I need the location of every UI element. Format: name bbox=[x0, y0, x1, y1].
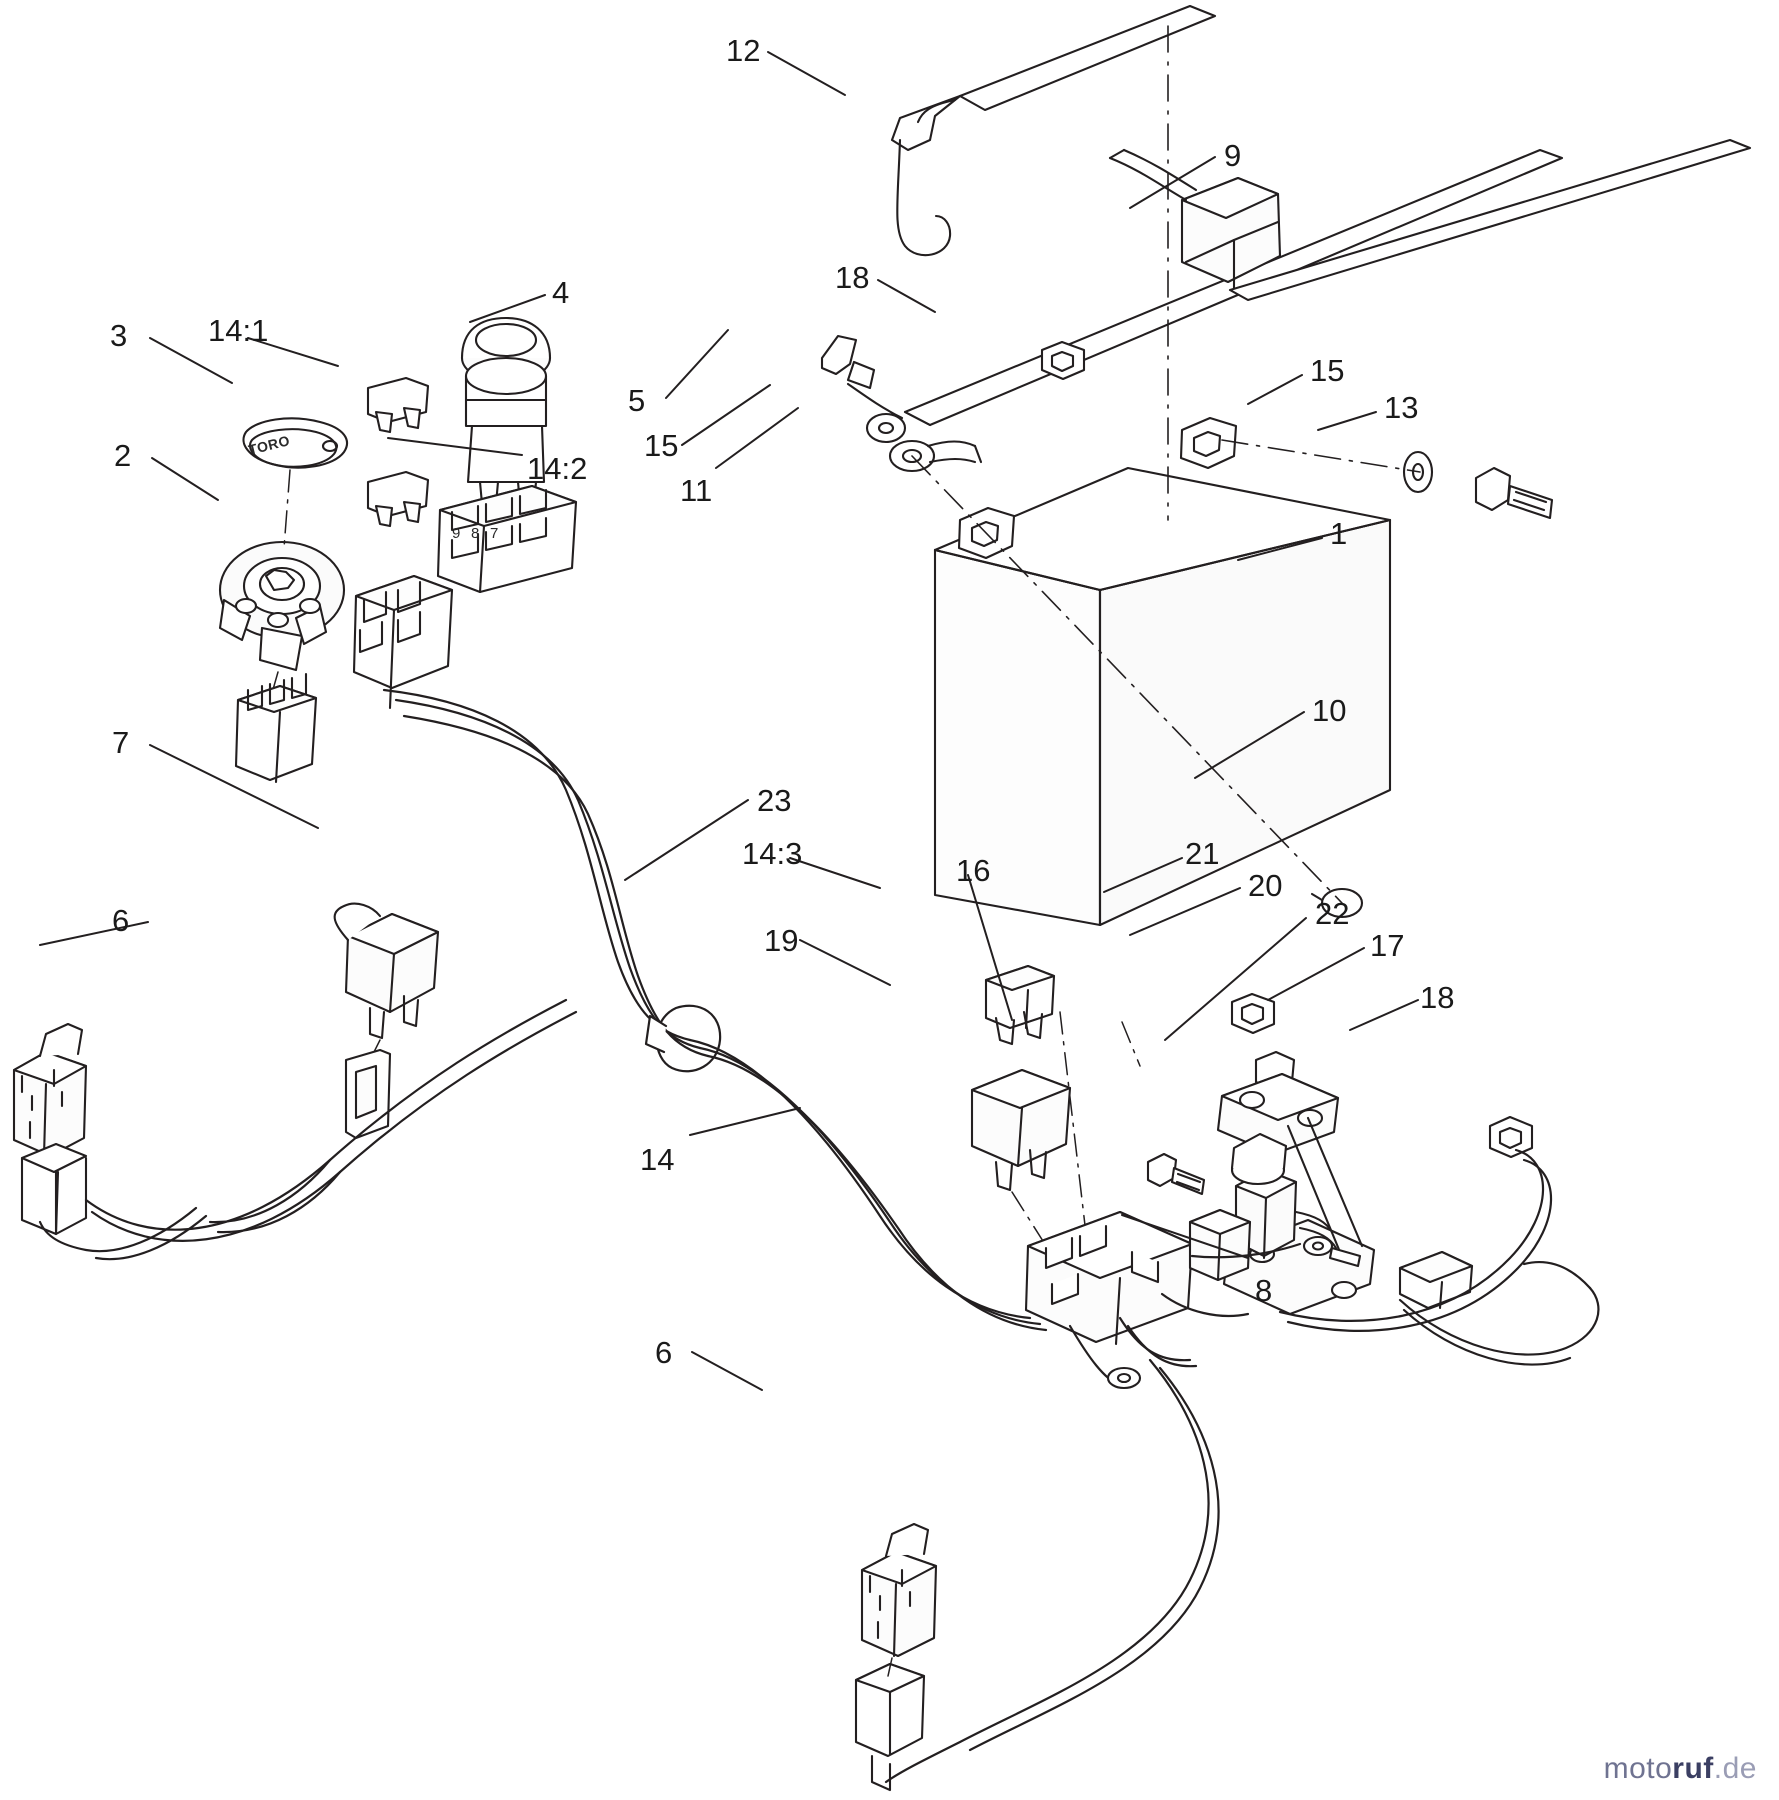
wing-bolt-5 bbox=[822, 336, 902, 418]
callout-20: 20 bbox=[1248, 868, 1283, 903]
screw-16 bbox=[1148, 1154, 1204, 1194]
fuse-14-3 bbox=[986, 966, 1054, 1044]
leader-line-23 bbox=[800, 940, 890, 985]
callout-6: 6 bbox=[655, 1335, 673, 1370]
harness-connector-main bbox=[354, 576, 452, 708]
leader-line-9 bbox=[682, 385, 770, 445]
callout-18: 18 bbox=[835, 260, 870, 295]
leader-line-12 bbox=[716, 408, 798, 468]
callout-19: 19 bbox=[764, 923, 799, 958]
leader-line-7 bbox=[666, 330, 728, 398]
callout-14-1: 14:1 bbox=[208, 313, 269, 348]
toro-badge-text: TORO bbox=[246, 432, 292, 458]
harness-clip-bracket bbox=[346, 1050, 390, 1138]
nut-18-lower bbox=[1490, 1117, 1532, 1157]
leader-line-25 bbox=[1350, 1000, 1418, 1030]
callout-11: 11 bbox=[680, 473, 713, 508]
watermark: motoruf.de bbox=[1603, 1752, 1757, 1785]
ignition-switch-2 bbox=[220, 542, 344, 670]
leader-line-16 bbox=[625, 800, 748, 880]
callout-22: 22 bbox=[1315, 896, 1350, 931]
callout-6: 6 bbox=[112, 903, 130, 938]
callout-9: 9 bbox=[1224, 138, 1242, 173]
pin-number: 8 bbox=[471, 525, 480, 542]
leader-line-26 bbox=[690, 1108, 800, 1135]
relay-7 bbox=[335, 904, 438, 1038]
callout-7: 7 bbox=[112, 725, 130, 760]
wire-harness-14 bbox=[40, 690, 1598, 1782]
washer-15-left bbox=[867, 414, 905, 442]
leader-line-28 bbox=[692, 1352, 762, 1390]
callout-5: 5 bbox=[628, 383, 646, 418]
j-hook-12 bbox=[892, 96, 960, 255]
leader-line-6 bbox=[1248, 375, 1302, 404]
pin-number: 9 bbox=[452, 525, 461, 542]
callout-14: 14 bbox=[640, 1142, 675, 1177]
fuse-block-module-8 bbox=[1026, 1212, 1192, 1344]
switch-6-bottom bbox=[856, 1524, 936, 1790]
leader-line-0 bbox=[768, 52, 845, 95]
pin-number: 7 bbox=[490, 525, 499, 542]
callout-8: 8 bbox=[1255, 1273, 1273, 1308]
terminal-boot-9 bbox=[1110, 150, 1280, 288]
callout-2: 2 bbox=[114, 438, 132, 473]
callout-15: 15 bbox=[1310, 353, 1345, 388]
leader-line-2 bbox=[878, 280, 935, 312]
relay-19 bbox=[972, 1070, 1070, 1190]
rod-end-11 bbox=[890, 441, 981, 471]
callout-14-2: 14:2 bbox=[527, 451, 588, 486]
connector-block-right bbox=[1400, 1252, 1472, 1308]
leader-line-10 bbox=[152, 458, 218, 500]
callout-16: 16 bbox=[956, 853, 991, 888]
callout-15: 15 bbox=[644, 428, 679, 463]
bolt-13 bbox=[1476, 468, 1552, 518]
callout-13: 13 bbox=[1384, 390, 1419, 425]
leader-line-22 bbox=[40, 922, 148, 945]
switch-6-left bbox=[14, 1024, 86, 1234]
callout-18: 18 bbox=[1420, 980, 1455, 1015]
callout-17: 17 bbox=[1370, 928, 1405, 963]
callout-1: 1 bbox=[1330, 516, 1348, 551]
plug-3-way bbox=[236, 674, 316, 782]
leader-line-24 bbox=[1268, 948, 1364, 1000]
callout-10: 10 bbox=[1312, 693, 1347, 728]
nut-18-upper bbox=[1042, 342, 1084, 379]
callout-14-3: 14:3 bbox=[742, 836, 803, 871]
module-relay-small bbox=[1190, 1210, 1250, 1280]
callout-21: 21 bbox=[1185, 836, 1220, 871]
fuse-14-1 bbox=[368, 378, 428, 432]
fuse-14-2 bbox=[368, 472, 428, 526]
leader-line-8 bbox=[1318, 412, 1376, 430]
harness-ground-eyelet bbox=[1108, 1368, 1140, 1388]
callout-4: 4 bbox=[552, 275, 570, 310]
callout-23: 23 bbox=[757, 783, 792, 818]
hold-down-bar-12 bbox=[960, 6, 1215, 110]
callout-3: 3 bbox=[110, 318, 128, 353]
leader-line-17 bbox=[790, 858, 880, 888]
callout-12: 12 bbox=[726, 33, 761, 68]
rod-9-extension bbox=[1230, 140, 1750, 300]
